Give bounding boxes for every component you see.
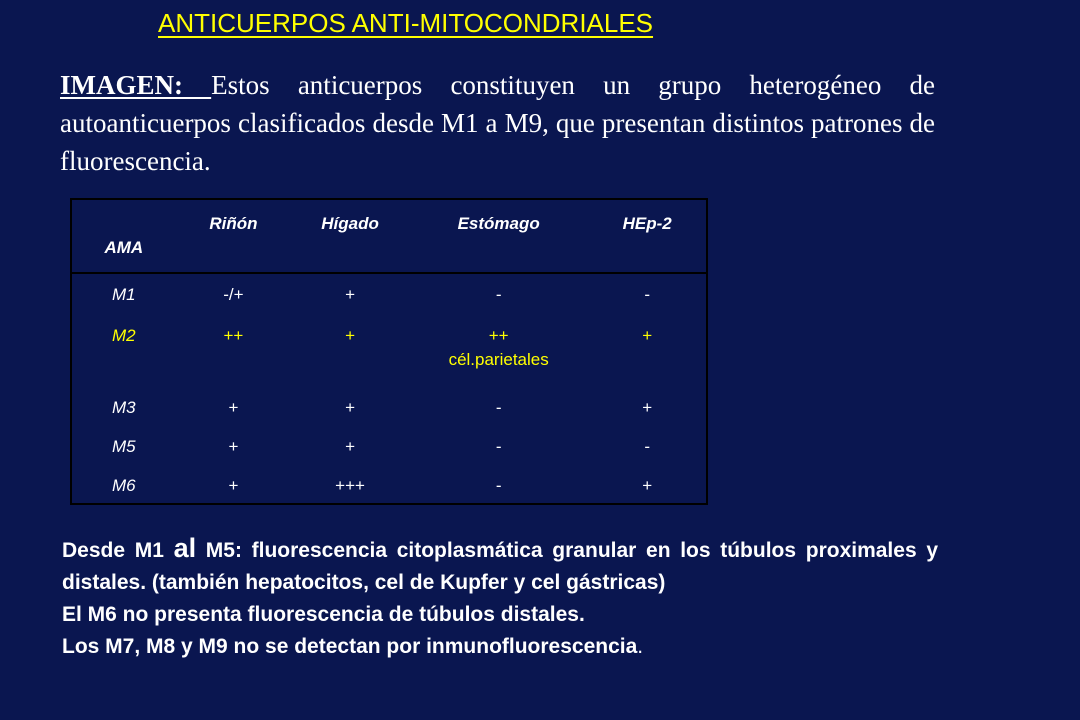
note-1-rest: M5: fluorescencia citoplasmática granular en los túbulos proximales y distales. (también hepatocitos, cel de Kupfer y cel gástricas) [62,539,938,594]
row-name: M2 [112,326,136,345]
cell-hep2: - [644,437,651,456]
cell-higado: + [345,326,356,345]
note-1-al: al [173,533,197,563]
cell-higado: + [345,285,356,304]
cell-hep2: - [644,285,651,304]
intro-paragraph [60,66,935,180]
note-3-text: Los M7, M8 y M9 no se detectan por inmunofluorescencia [62,635,638,658]
header-estomago: Estómago [409,199,589,273]
cell-higado: + [345,437,356,456]
cell-rinon: + [228,437,239,456]
page-title: ANTICUERPOS ANTI-MITOCONDRIALES [158,8,654,38]
cell-rinon: + [228,398,239,417]
header-ama: AMA [71,199,176,273]
note-line-2: El M6 no presenta fluorescencia de túbulos distales. [62,603,585,626]
table-row [71,315,707,387]
cell-hep2: + [642,326,653,345]
cell-estomago: - [495,398,502,417]
table-row [71,273,707,315]
cell-higado: +++ [335,476,365,495]
cell-estomago: - [495,285,502,304]
cell-estomago: - [495,476,502,495]
row-name: M6 [112,476,136,495]
table-row [71,465,707,504]
table-header-row [71,199,707,273]
note-line-3 [62,631,938,663]
cell-rinon: -/+ [223,285,244,304]
cell-estomago-value: ++ [488,326,509,345]
row-name: M3 [112,398,136,417]
note-1-start: Desde M1 [62,539,174,562]
table-row [71,387,707,426]
note-line-1 [62,532,938,599]
cell-hep2: + [642,476,653,495]
header-higado: Hígado [291,199,409,273]
cell-higado: + [345,398,356,417]
cell-estomago: - [495,437,502,456]
note-3-end: . [637,635,644,658]
cell-estomago [409,315,589,387]
intro-text: Estos anticuerpos constituyen un grupo heterogéneo de autoanticuerpos clasificados desde M1 a M9, que presentan distintos patrones de fluorescencia. [60,70,935,176]
ama-table [70,198,708,505]
header-rinon: Riñón [176,199,292,273]
cell-estomago-note: cél.parietales [448,350,549,369]
row-name: M5 [112,437,136,456]
notes-block [62,532,938,663]
table-row [71,426,707,465]
row-name: M1 [112,285,136,304]
intro-lead: IMAGEN: [60,70,212,100]
cell-hep2: + [642,398,653,417]
cell-rinon: ++ [223,326,244,345]
header-hep2: HEp-2 [588,199,707,273]
cell-rinon: + [228,476,239,495]
